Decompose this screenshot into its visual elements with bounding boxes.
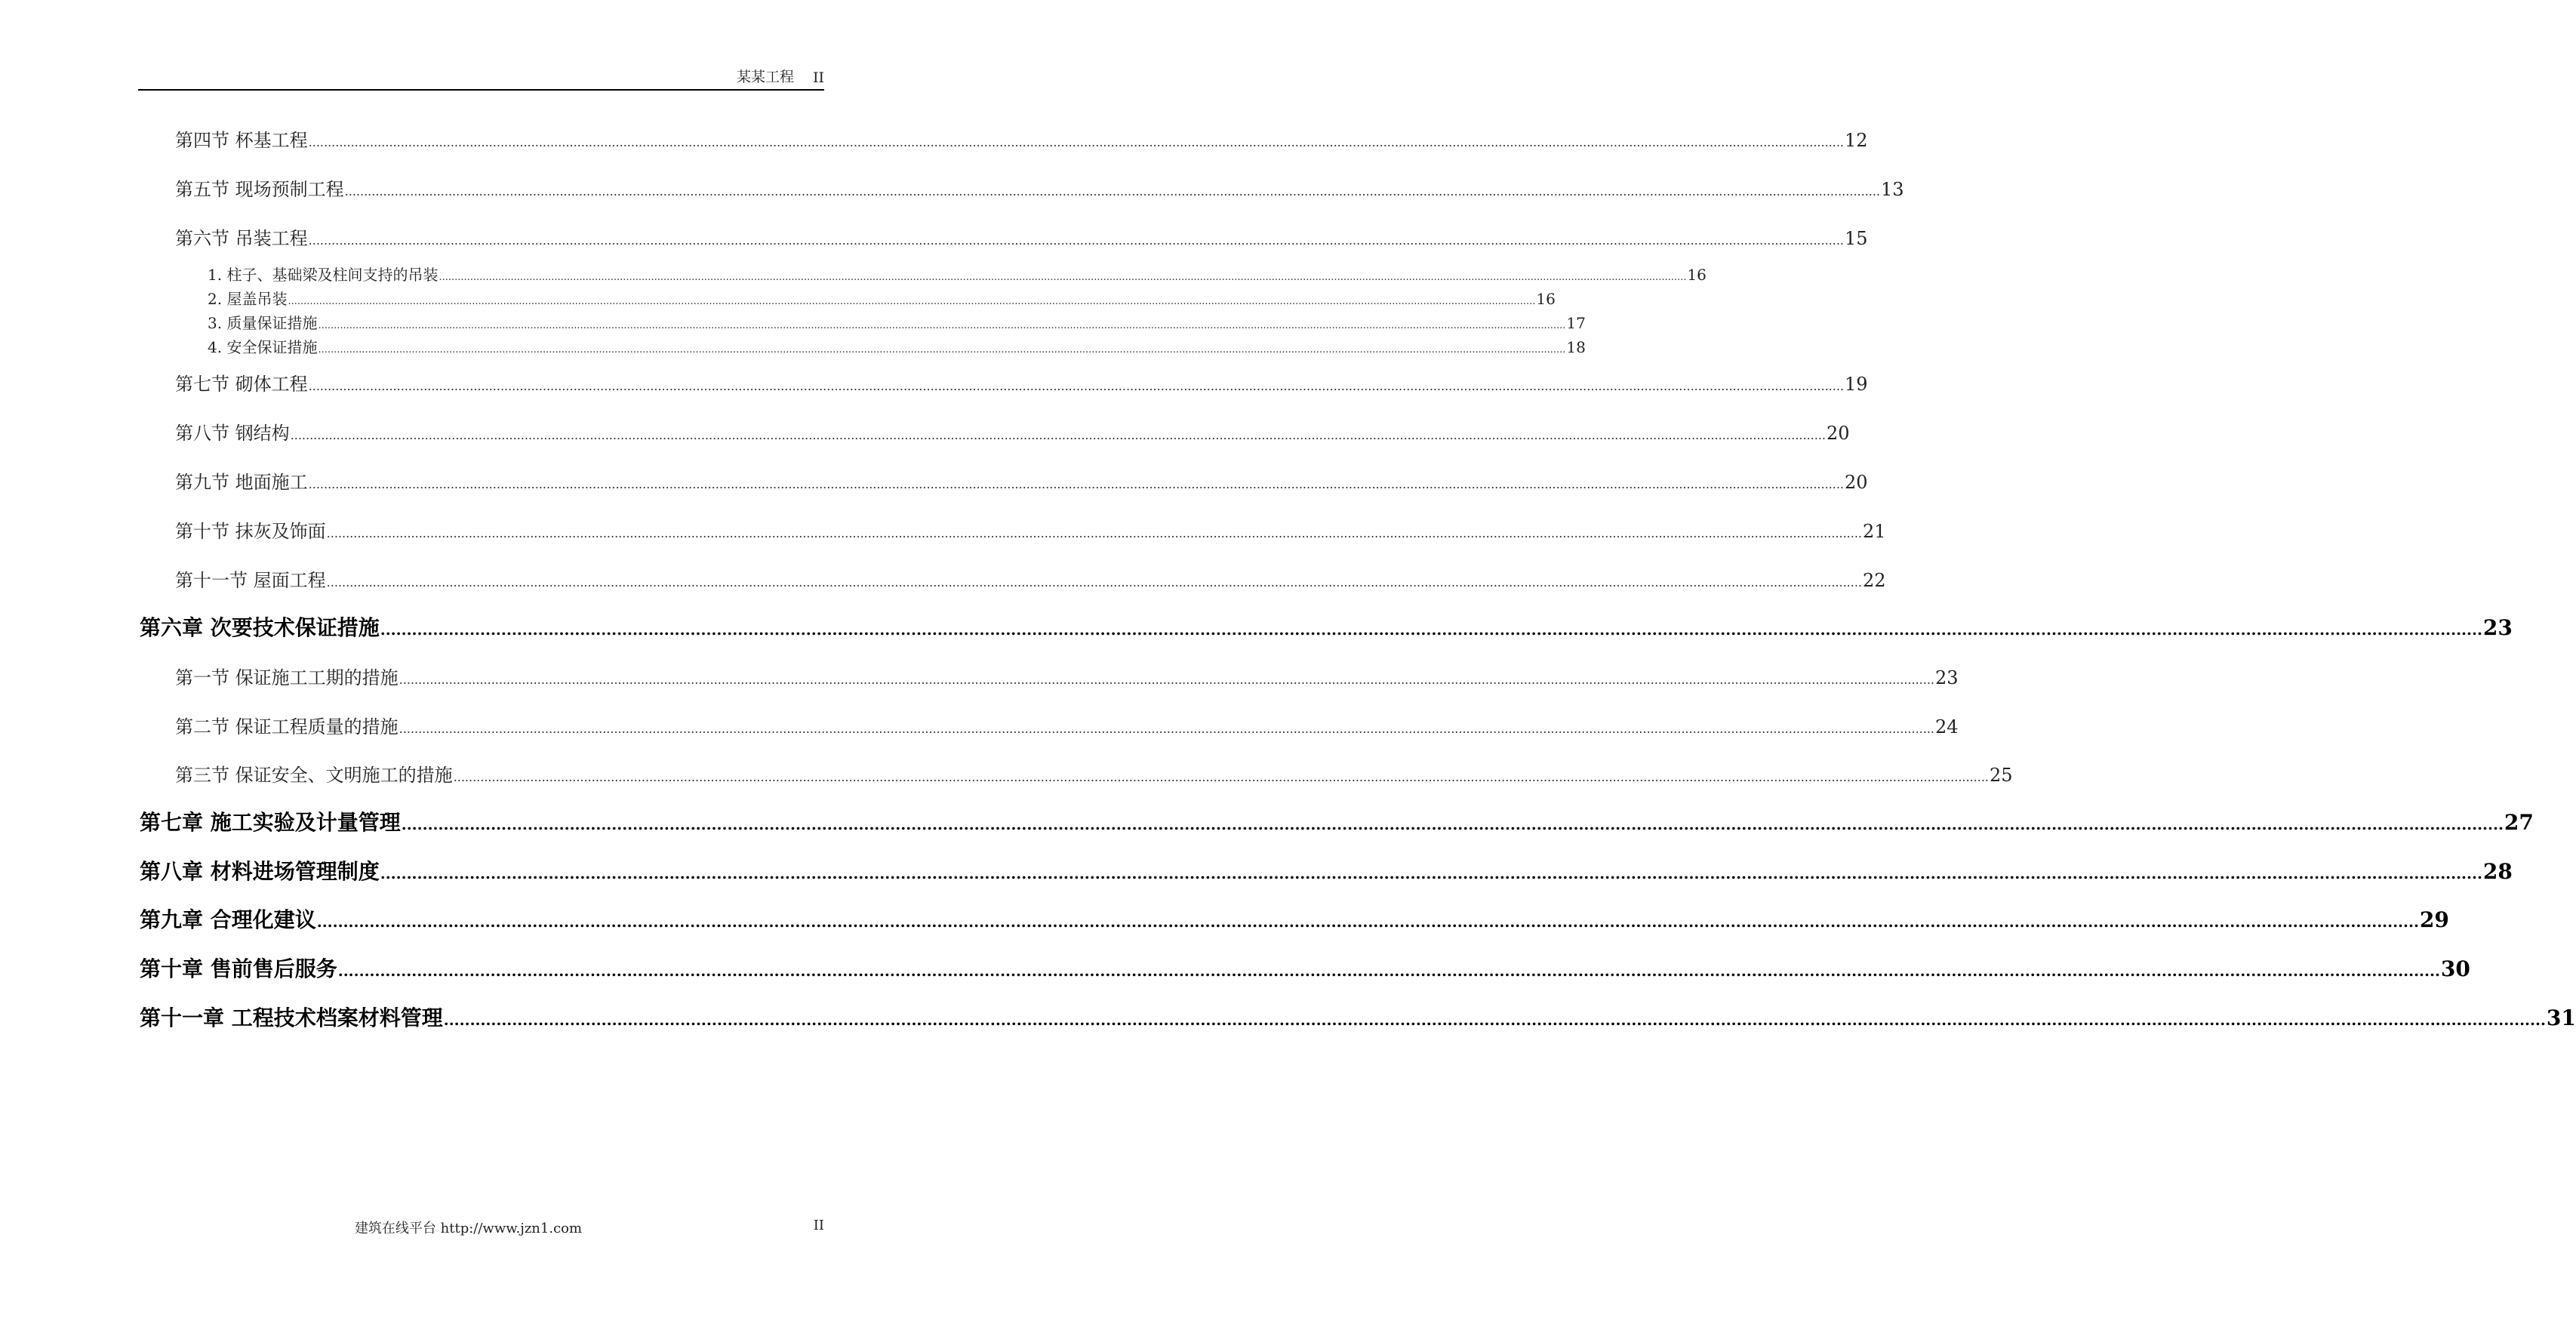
dot-leader: ................................................................................................................................................................................................................................................................................................................................................................................................................	[453, 770, 1990, 784]
toc-entry-page: 19	[1845, 374, 1868, 395]
dot-leader: ................................................................................................................................................................................................................................................................................................................................................................................................................	[288, 296, 1536, 307]
toc-entry-page: 16	[1687, 266, 1707, 284]
dot-leader: ................................................................................................................................................................................................................................................................................................................................................................................................................	[443, 1011, 2546, 1029]
toc-entry-page: 31	[2546, 1005, 2576, 1030]
toc-entry[interactable]	[175, 565, 1886, 592]
toc-entry-title: 第一节 保证施工工期的措施	[175, 667, 399, 688]
toc-entry[interactable]	[175, 369, 1868, 396]
toc-entry[interactable]	[175, 125, 1868, 152]
toc-entry-page: 23	[1935, 667, 1959, 688]
dot-leader: ................................................................................................................................................................................................................................................................................................................................................................................................................	[290, 428, 1827, 442]
toc-entry[interactable]	[140, 904, 2449, 934]
header-page-number: II	[812, 69, 824, 86]
page-header	[138, 65, 824, 91]
dot-leader: ................................................................................................................................................................................................................................................................................................................................................................................................................	[308, 477, 1845, 491]
toc-entry-title: 第七章 施工实验及计量管理	[140, 810, 401, 835]
dot-leader: ................................................................................................................................................................................................................................................................................................................................................................................................................	[326, 526, 1863, 540]
toc-entry-title: 第六章 次要技术保证措施	[140, 615, 380, 640]
toc-entry-title: 第十一章 工程技术档案材料管理	[140, 1005, 443, 1030]
toc-entry-page: 21	[1863, 521, 1886, 542]
toc-entry[interactable]	[140, 611, 2513, 642]
toc-entry[interactable]	[175, 663, 1959, 689]
toc-entry-title: 第九章 合理化建议	[140, 907, 316, 932]
toc-entry-title: 第二节 保证工程质量的措施	[175, 716, 399, 737]
dot-leader: ................................................................................................................................................................................................................................................................................................................................................................................................................	[380, 864, 2482, 882]
toc-entry-title: 第七节 砌体工程	[175, 374, 308, 395]
toc-entry-page: 18	[1566, 338, 1586, 356]
toc-entry[interactable]	[208, 287, 1556, 309]
toc-entry[interactable]	[175, 467, 1868, 494]
toc-entry-title: 第十章 售前售后服务	[140, 956, 337, 981]
toc-entry[interactable]	[140, 1002, 2576, 1032]
toc-entry-page: 24	[1935, 716, 1959, 737]
toc-entry-title: 第五节 现场预制工程	[175, 179, 344, 200]
toc-entry[interactable]	[140, 855, 2513, 885]
toc-entry-title: 第八节 钢结构	[175, 423, 290, 444]
toc-entry-page: 27	[2504, 810, 2534, 835]
dot-leader: ................................................................................................................................................................................................................................................................................................................................................................................................................	[399, 673, 1935, 687]
toc-entry-title: 4. 安全保证措施	[208, 338, 318, 356]
footer-page-number: II	[813, 1218, 824, 1233]
dot-leader: ................................................................................................................................................................................................................................................................................................................................................................................................................	[380, 620, 2482, 639]
dot-leader: ................................................................................................................................................................................................................................................................................................................................................................................................................	[344, 184, 1881, 199]
toc-entry-page: 20	[1845, 472, 1868, 493]
toc-entry-page: 20	[1827, 423, 1850, 444]
dot-leader: ................................................................................................................................................................................................................................................................................................................................................................................................................	[318, 344, 1566, 356]
toc-entry-title: 第十节 抹灰及饰面	[175, 521, 326, 542]
dot-leader: ................................................................................................................................................................................................................................................................................................................................................................................................................	[401, 815, 2504, 833]
toc-entry[interactable]	[175, 760, 2013, 787]
toc-entry[interactable]	[175, 223, 1868, 250]
footer-website: 建筑在线平台 http://www.jzn1.com	[354, 1221, 583, 1236]
toc-entry[interactable]	[208, 335, 1586, 357]
toc-entry[interactable]	[208, 311, 1586, 333]
toc-entry-page: 17	[1566, 314, 1586, 332]
toc-entry[interactable]	[175, 418, 1850, 445]
toc-entry-page: 28	[2482, 859, 2513, 884]
dot-leader: ................................................................................................................................................................................................................................................................................................................................................................................................................	[308, 379, 1845, 393]
toc-entry-title: 第六节 吊装工程	[175, 228, 308, 249]
toc-entry[interactable]	[175, 516, 1886, 543]
dot-leader: ................................................................................................................................................................................................................................................................................................................................................................................................................	[318, 320, 1566, 331]
dot-leader: ................................................................................................................................................................................................................................................................................................................................................................................................................	[337, 962, 2440, 980]
toc-entry-title: 第九节 地面施工	[175, 472, 308, 493]
toc-entry-page: 30	[2440, 956, 2470, 981]
toc-entry-page: 16	[1536, 290, 1556, 308]
toc-entry[interactable]	[140, 953, 2470, 983]
toc-entry-page: 22	[1863, 570, 1886, 591]
toc-entry-page: 12	[1845, 130, 1868, 151]
dot-leader: ................................................................................................................................................................................................................................................................................................................................................................................................................	[326, 575, 1863, 590]
toc-entry-page: 29	[2419, 907, 2449, 932]
dot-leader: ................................................................................................................................................................................................................................................................................................................................................................................................................	[308, 233, 1845, 248]
toc-entry-title: 第三节 保证安全、文明施工的措施	[175, 765, 453, 786]
dot-leader: ................................................................................................................................................................................................................................................................................................................................................................................................................	[308, 135, 1845, 149]
header-title: 某某工程	[736, 69, 794, 85]
toc-entry-page: 13	[1881, 179, 1904, 200]
dot-leader: ................................................................................................................................................................................................................................................................................................................................................................................................................	[316, 913, 2419, 931]
toc-entry[interactable]	[175, 174, 1904, 201]
dot-leader: ................................................................................................................................................................................................................................................................................................................................................................................................................	[399, 722, 1935, 736]
dot-leader: ................................................................................................................................................................................................................................................................................................................................................................................................................	[439, 272, 1687, 283]
toc-entry-title: 3. 质量保证措施	[208, 314, 318, 332]
toc-entry-page: 23	[2482, 615, 2513, 640]
toc-entry-page: 25	[1990, 765, 2013, 786]
toc-entry-page: 15	[1845, 228, 1868, 249]
toc-entry[interactable]	[175, 712, 1959, 738]
toc-entry[interactable]	[208, 263, 1707, 285]
toc-entry-title: 第四节 杯基工程	[175, 130, 308, 151]
toc-entry-title: 第十一节 屋面工程	[175, 570, 326, 591]
toc-entry[interactable]	[140, 806, 2534, 836]
toc-entry-title: 2. 屋盖吊装	[208, 290, 288, 308]
toc-entry-title: 1. 柱子、基础梁及柱间支持的吊装	[208, 266, 439, 284]
toc-entry-title: 第八章 材料进场管理制度	[140, 859, 380, 884]
